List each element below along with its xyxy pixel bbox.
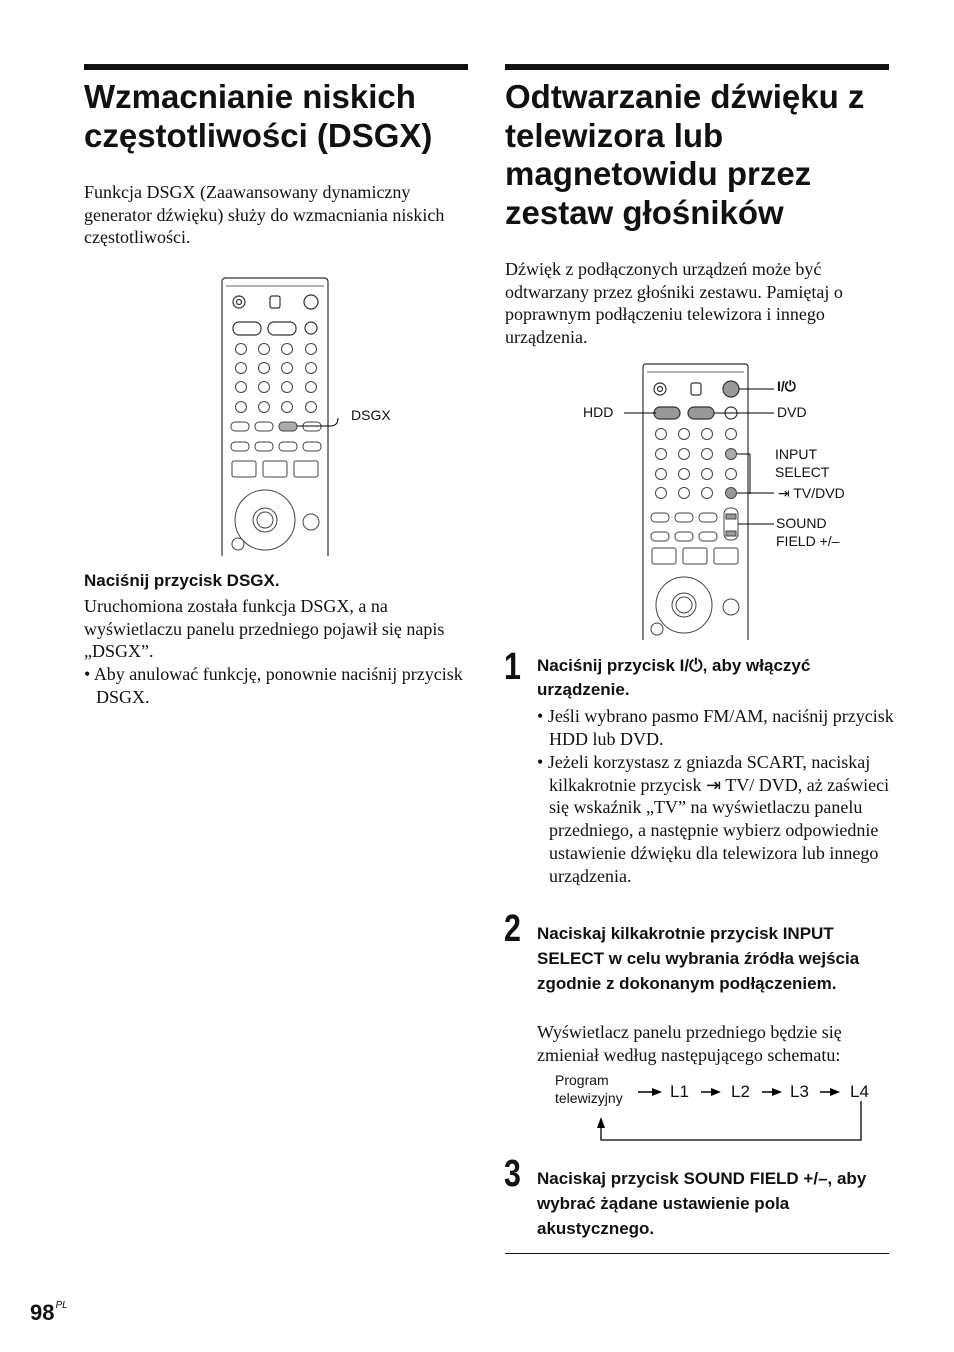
step-1-bullet-1: • Jeśli wybrano pasmo FM/AM, naciśnij przycisk HDD lub DVD.: [537, 706, 894, 749]
left-section-title: Wzmacnianie niskich częstotliwości (DSGX): [84, 78, 433, 154]
step-2-number: 2: [504, 908, 521, 950]
bottom-rule: [505, 1253, 889, 1254]
step-1-bullet-2: • Jeżeli korzystasz z gniazda SCART, naciskaj kilkakrotnie przycisk ⇥ TV/ DVD, aż zaświeci się wskaźnik „TV” na wyświetlaczu panelu przedniego, a następnie wybierz odpowiednie ustawienie dźwięku dla telewizora lub innego urządzenia.: [537, 752, 890, 886]
flow-item-l1: L1: [670, 1082, 689, 1101]
left-intro-text: Funkcja DSGX (Zaawansowany dynamiczny generator dźwięku) służy do wzmacniania niskich częstotliwości.: [84, 182, 445, 247]
remote-illustration-input: [640, 362, 780, 642]
remote-label-tv-dvd: ⇥ TV/DVD: [778, 485, 845, 501]
left-title-rule: [84, 64, 468, 70]
right-intro-text: Dźwięk z podłączonych urządzeń może być odtwarzany przez głośniki zestawu. Pamiętaj o poprawnym podłączeniu telewizora i innego urządzenia.: [505, 259, 843, 347]
left-step-bullet: • Aby anulować funkcję, ponownie naciśnij przycisk DSGX.: [84, 664, 463, 707]
hdd-leader-line: [624, 405, 656, 419]
right-title-rule: [505, 64, 889, 70]
step-3-heading: Naciskaj przycisk SOUND FIELD +/–, aby wybrać żądane ustawienie pola akustycznego.: [537, 1169, 867, 1238]
flow-item-l2: L2: [731, 1082, 750, 1101]
remote-label-input: INPUT: [775, 446, 817, 462]
step-2-text: Wyświetlacz panelu przedniego będzie się zmieniał według następującego schematu:: [537, 1022, 842, 1065]
step-3-number: 3: [504, 1153, 521, 1195]
right-section-title: Odtwarzanie dźwięku z telewizora lub magnetowidu przez zestaw głośników: [505, 78, 865, 231]
left-step-heading: Naciśnij przycisk DSGX.: [84, 571, 280, 590]
remote-illustration-dsgx: [220, 276, 440, 558]
flow-start-line1: Program: [555, 1072, 609, 1088]
step-2-heading: Naciskaj kilkakrotnie przycisk INPUT SELECT w celu wybrania źródła wejścia zgodnie z dokonanym podłączeniem.: [537, 924, 860, 993]
remote-label-select: SELECT: [775, 464, 830, 480]
remote-label-field: FIELD +/–: [776, 533, 840, 549]
flow-item-l3: L3: [790, 1082, 809, 1101]
remote-label-dvd: DVD: [777, 404, 807, 420]
remote-label-sound: SOUND: [776, 515, 827, 531]
remote-label-hdd: HDD: [583, 404, 614, 420]
remote-label-dsgx: DSGX: [351, 407, 391, 423]
page-number-value: 98: [30, 1300, 55, 1325]
page-number: [30, 1300, 68, 1326]
flow-item-l4: L4: [850, 1082, 869, 1101]
remote-label-power: I/⏻: [777, 378, 796, 394]
step-1-heading: Naciśnij przycisk I/⏻, aby włączyć urządzenie.: [537, 656, 811, 699]
left-step-text: Uruchomiona została funkcja DSGX, a na wyświetlaczu panelu przedniego pojawił się napis „DSGX”.: [84, 596, 445, 661]
step-1-number: 1: [504, 646, 521, 688]
flow-start-line2: telewizyjny: [555, 1090, 623, 1106]
page-lang: PL: [55, 1300, 68, 1311]
